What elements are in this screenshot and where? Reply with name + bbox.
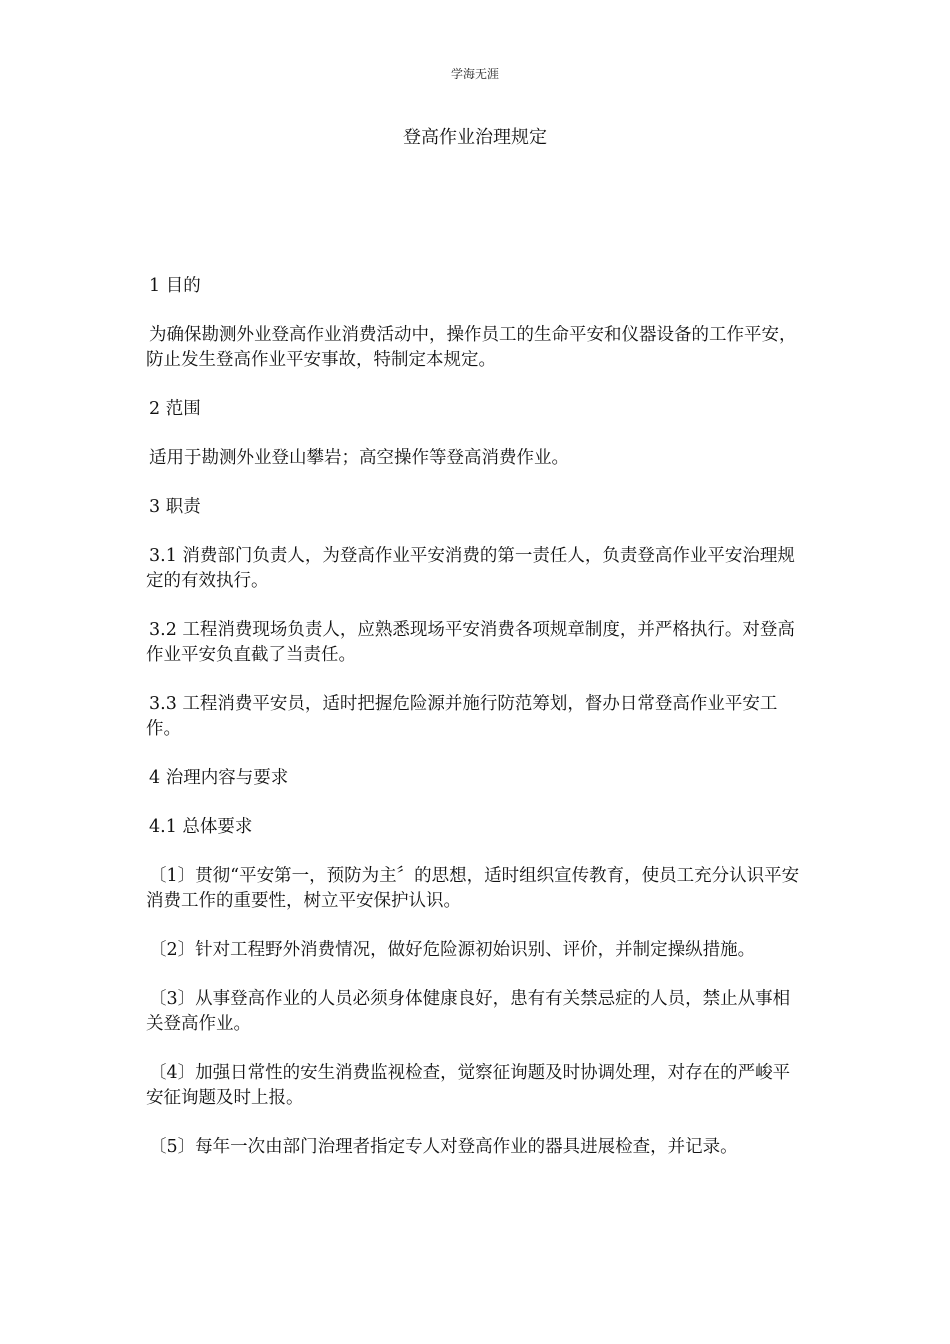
paragraph-purpose: 为确保勘测外业登高作业消费活动中，操作员工的生命平安和仪器设备的工作平安，防止发生登高作业平安事故，特制定本规定。 — [146, 325, 797, 370]
paragraph-duty-3-3: 3.3 工程消费平安员，适时把握危险源并施行防范筹划，督办日常登高作业平安工作。 — [146, 694, 778, 739]
document-body — [146, 274, 806, 1184]
section-heading-scope: 2 范围 — [149, 399, 201, 419]
section-heading-requirements: 4 治理内容与要求 — [149, 768, 289, 788]
paragraph-duty-3-2: 3.2 工程消费现场负责人，应熟悉现场平安消费各项规章制度，并严格执行。对登高作业平安负直截了当责任。 — [146, 620, 795, 665]
list-item-3: 〔3〕从事登高作业的人员必须身体健康良好，患有有关禁忌症的人员，禁止从事相关登高作业。 — [146, 989, 791, 1034]
document-title: 登高作业治理规定 — [403, 127, 547, 148]
section-heading-purpose: 1 目的 — [149, 276, 201, 296]
paragraph-duty-3-1: 3.1 消费部门负责人，为登高作业平安消费的第一责任人，负责登高作业平安治理规定的有效执行。 — [146, 546, 795, 591]
paragraph-scope: 适用于勘测外业登山攀岩；高空操作等登高消费作业。 — [149, 448, 569, 468]
section-heading-duties: 3 职责 — [149, 497, 201, 517]
page-header: 学海无涯 — [450, 67, 499, 81]
list-item-5: 〔5〕每年一次由部门治理者指定专人对登高作业的器具进展检查，并记录。 — [149, 1137, 738, 1157]
subsection-heading-general: 4.1 总体要求 — [149, 817, 253, 837]
list-item-2: 〔2〕针对工程野外消费情况，做好危险源初始识别、评价，并制定操纵措施。 — [149, 940, 756, 960]
list-item-4: 〔4〕加强日常性的安生消费监视检查，觉察征询题及时协调处理，对存在的严峻平安征询题及时上报。 — [146, 1063, 791, 1108]
list-item-1: 〔1〕贯彻“平安第一，预防为主〞的思想，适时组织宣传教育，使员工充分认识平安消费工作的重要性，树立平安保护认识。 — [146, 866, 800, 911]
